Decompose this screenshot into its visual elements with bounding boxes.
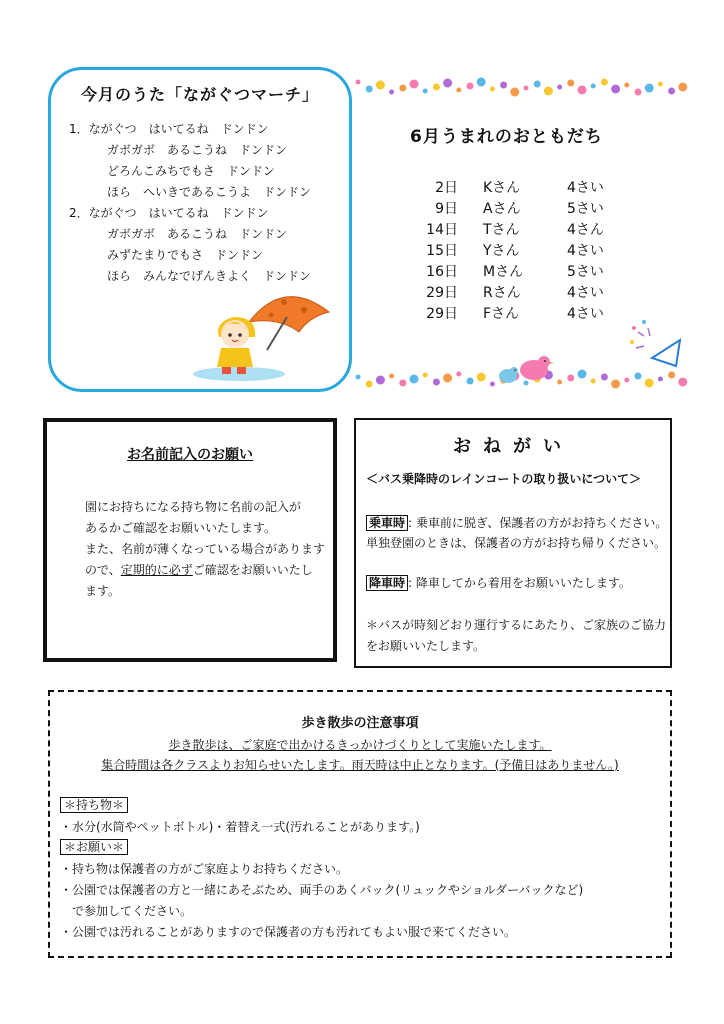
flower-dot [601, 374, 608, 381]
birthday-row [405, 198, 630, 218]
flower-dot [591, 84, 596, 89]
flower-dot [645, 379, 654, 388]
name-request-line: ます。 [85, 584, 121, 598]
birthday-name: Rさん [483, 285, 521, 301]
flower-dot [433, 84, 440, 91]
walk-line: 歩き散歩は、ご家庭で出かけるきっかけづくりとして実施いたします。 [168, 738, 552, 752]
song-box [48, 67, 352, 392]
request-tag: ＊お願い＊ [60, 839, 128, 855]
birthday-row [405, 177, 630, 197]
birthday-row [405, 303, 630, 323]
birthday-row [405, 219, 630, 239]
flower-dot [467, 378, 474, 385]
birthday-age: 4さい [567, 243, 604, 259]
birthday-name: Mさん [483, 264, 524, 280]
flower-dot [389, 374, 394, 379]
flower-dot [423, 89, 428, 94]
birthday-day: 16日 [426, 264, 458, 280]
birthday-age: 5さい [567, 201, 604, 217]
flower-dot [356, 375, 361, 380]
flower-dot [443, 79, 452, 88]
flower-dot [410, 80, 419, 89]
flower-dot [456, 372, 461, 377]
alighting-line [366, 574, 631, 591]
birthday-name: Aさん [483, 201, 521, 217]
flower-dot [544, 87, 553, 96]
song-line: どろんこみちでもさ ドンドン [107, 164, 275, 178]
birthday-day: 2日 [435, 180, 458, 196]
flower-dot [678, 83, 687, 92]
birthday-age: 4さい [567, 306, 604, 322]
name-request-line: 園にお持ちになる持ち物に名前の記入が [85, 500, 302, 514]
flower-dot [658, 82, 663, 87]
flower-dot [567, 375, 574, 382]
flower-dot [510, 88, 519, 97]
song-line: ガボガボ あるこうね ドンドン [107, 143, 288, 157]
flower-border-top [352, 74, 690, 100]
text-segment: ご確認をお願いいたし [192, 563, 313, 577]
flower-dot [366, 86, 373, 93]
walk-line: 集合時間は各クラスよりお知らせいたします。雨天時は中止となります。(予備日はありません。) [101, 758, 619, 772]
request-line: ・公園では汚れることがありますので保護者の方も汚れてもよい服で来てください。 [60, 925, 517, 939]
birthday-row [405, 261, 630, 281]
birthday-row [405, 240, 630, 260]
alighting-tag: 降車時 [366, 575, 408, 591]
song-line: ほら へいきであるこうよ ドンドン [107, 185, 312, 199]
name-request-line: あるかご確認をお願いいたします。 [85, 521, 277, 535]
flower-dot [389, 90, 394, 95]
items-heading [60, 796, 128, 813]
request-subtitle: ＜バス乗降時のレインコートの取り扱いについて＞ [366, 472, 642, 486]
song-line: ほら みんなでげんきよく ドンドン [107, 269, 312, 283]
flower-dot [567, 80, 574, 87]
boarding-tag: 乗車時 [366, 515, 408, 531]
child-umbrella-illustration [189, 282, 339, 382]
items-tag: ＊持ち物＊ [60, 797, 128, 813]
boarding-line [366, 514, 667, 531]
request-line: ・公園では保護者の方と一緒にあそぶため、両手のあくバック(リュックやショルダーバックなど) [60, 883, 584, 897]
flower-dot [591, 379, 596, 384]
name-request-line [85, 561, 313, 578]
alighting-text: : 降車してから着用をお願いいたします。 [408, 576, 631, 590]
flower-dot [443, 374, 452, 383]
birthday-title: 6月うまれのおともだち [410, 127, 603, 147]
flower-dot [635, 373, 642, 380]
birthday-name: Tさん [483, 222, 520, 238]
birthday-name: Fさん [483, 306, 520, 322]
flower-dot [601, 79, 608, 86]
flower-dot [423, 373, 428, 378]
flower-dot [624, 83, 629, 88]
flower-dot [668, 88, 675, 95]
birthday-name: Yさん [483, 243, 520, 259]
walk-notice-box [48, 690, 672, 958]
flower-dot [658, 377, 663, 382]
birthday-day: 29日 [426, 285, 458, 301]
text-segment: ので、 [85, 563, 121, 577]
flower-dot [635, 89, 642, 96]
flower-dot [578, 86, 587, 95]
flower-dot [456, 88, 461, 93]
flower-dot [557, 380, 562, 385]
flower-dot [678, 378, 687, 387]
song-line: 2．ながぐつ はいてるね ドンドン [69, 206, 269, 220]
note-line: をお願いいたします。 [366, 639, 486, 653]
birthday-age: 5さい [567, 264, 604, 280]
song-line: 1．ながぐつ はいてるね ドンドン [69, 122, 269, 136]
birthday-age: 4さい [567, 180, 604, 196]
request-heading [60, 838, 128, 855]
flower-dot [624, 378, 629, 383]
birthday-day: 15日 [426, 243, 458, 259]
party-popper-icon [624, 318, 684, 368]
items-text: ・水分(水筒やペットボトル)・着替え一式(汚れることがあります。) [60, 820, 420, 834]
flower-dot [399, 380, 406, 387]
song-title: 今月のうた「ながぐつマーチ」 [80, 85, 319, 104]
flower-dot [557, 85, 562, 90]
birthday-row [405, 282, 630, 302]
song-line: ガボガボ あるこうね ドンドン [107, 227, 288, 241]
request-line: ・持ち物は保護者の方がご家庭よりお持ちください。 [60, 862, 349, 876]
flower-dot [477, 78, 486, 87]
underlined-text: 必ず [168, 563, 193, 577]
flower-dot [376, 81, 385, 90]
flower-dot [410, 375, 419, 384]
flower-dot [477, 373, 486, 382]
birthday-day: 14日 [426, 222, 458, 238]
birthday-day: 9日 [435, 201, 458, 217]
flower-dot [467, 83, 474, 90]
birthday-day: 29日 [426, 306, 458, 322]
request-line: で参加してください。 [72, 904, 193, 918]
request-box [354, 418, 672, 668]
name-request-title: お名前記入のお願い [127, 447, 253, 463]
flower-dot [500, 82, 507, 89]
birthday-age: 4さい [567, 285, 604, 301]
flower-dot [668, 372, 675, 379]
request-title: おねがい [453, 436, 573, 457]
note-line: ＊バスが時刻どおり運行するにあたり、ご家族のご協力 [366, 618, 667, 632]
name-request-box [43, 418, 337, 662]
name-request-line: また、名前が薄くなっている場合があります [85, 542, 326, 556]
flower-dot [534, 81, 541, 88]
flower-dot [578, 370, 587, 379]
flower-dot [366, 381, 373, 388]
flower-dot [356, 80, 361, 85]
flower-dot [611, 85, 620, 94]
flower-dot [376, 376, 385, 385]
flower-dot [524, 86, 529, 91]
flower-dot [399, 85, 406, 92]
birthday-name: Kさん [483, 180, 521, 196]
birds-icon [494, 352, 554, 388]
flower-dot [645, 84, 654, 93]
flower-dot [490, 87, 495, 92]
flower-dot [433, 379, 440, 386]
flower-dot [611, 380, 620, 389]
boarding-line-2: 単独登園のときは、保護者の方がお持ち帰りください。 [366, 536, 667, 550]
song-line: みずたまりでもさ ドンドン [107, 248, 264, 262]
boarding-text: : 乗車前に脱ぎ、保護者の方がお持ちください。 [408, 516, 668, 530]
underlined-text: 定期的に [120, 563, 169, 577]
walk-title: 歩き散歩の注意事項 [301, 716, 419, 731]
birthday-age: 4さん [567, 222, 604, 238]
